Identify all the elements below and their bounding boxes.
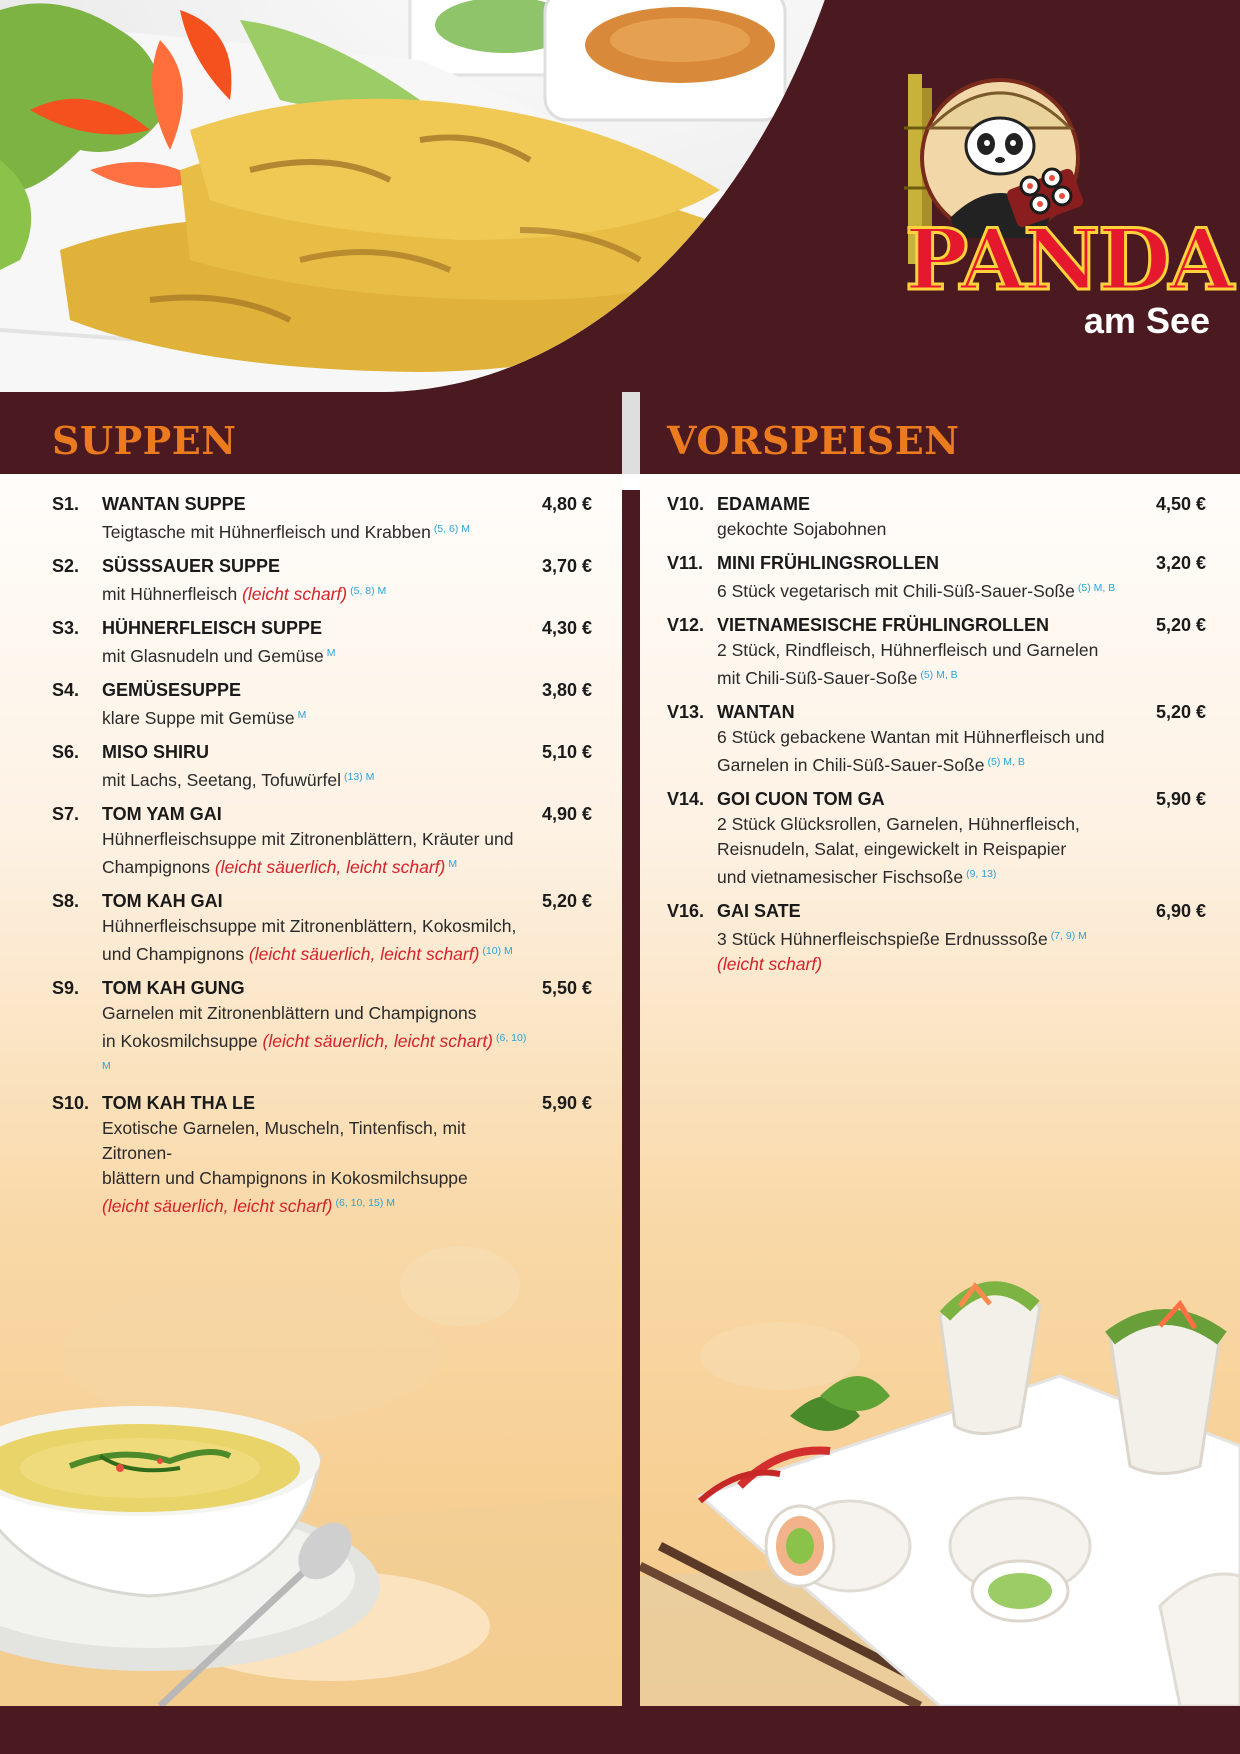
item-description (717, 517, 1142, 542)
item-price: 5,90 € (541, 1093, 592, 1113)
item-name: GEMÜSESUPPE (102, 680, 242, 700)
description-text: Hühnerfleischsuppe mit Zitronenblättern, Kokosmilch, (102, 916, 517, 936)
item-price: 6,90 € (1155, 901, 1206, 921)
item-details (717, 492, 1206, 542)
item-code: V12. (667, 615, 705, 635)
item-price: 3,80 € (541, 680, 592, 700)
item-name: EDAMAME (717, 494, 810, 514)
menu-item (52, 554, 592, 607)
item-description (717, 750, 1142, 778)
item-code: S10. (52, 1093, 90, 1113)
allergen-codes: (7, 9) M (1050, 930, 1087, 942)
item-name: TOM KAH THA LE (102, 1093, 255, 1113)
brand-name: PANDA (905, 210, 1233, 309)
menu-item (52, 492, 592, 545)
menu-item (667, 700, 1206, 778)
menu-item (52, 889, 592, 967)
item-details (102, 1091, 592, 1219)
item-description (102, 852, 528, 880)
spicy-note: (leicht scharf) (717, 954, 823, 974)
menu-item (52, 1091, 592, 1219)
spicy-note: (leicht säuerlich, leicht scharf) (214, 857, 446, 877)
item-price: 5,20 € (541, 891, 592, 911)
description-text: klare Suppe mit Gemüse (102, 708, 295, 728)
item-details (717, 551, 1206, 604)
description-text: Hühnerfleischsuppe mit Zitronenblättern, Kräuter und (102, 829, 514, 849)
item-code: S6. (52, 742, 80, 762)
item-details (717, 613, 1206, 691)
item-code: V10. (667, 494, 705, 514)
item-description (102, 914, 528, 939)
item-description (102, 703, 528, 731)
menu-item (52, 802, 592, 880)
item-code: S8. (52, 891, 80, 911)
allergen-codes: (5) M, B (1077, 582, 1116, 594)
item-details (717, 700, 1206, 778)
item-code: S4. (52, 680, 80, 700)
description-text: Champignons (102, 857, 210, 877)
allergen-codes: (6, 10) M (102, 1032, 527, 1072)
item-details (102, 976, 592, 1082)
menu-header (0, 0, 1240, 392)
menu-item (667, 899, 1206, 977)
allergen-codes: (10) M (482, 945, 513, 957)
spicy-note: (leicht säuerlich, leicht schart) (262, 1031, 494, 1051)
description-text: Garnelen mit Zitronenblättern und Champignons (102, 1003, 477, 1023)
brand-subtitle: am See (1083, 300, 1210, 341)
section-header (0, 392, 622, 474)
item-description (717, 812, 1142, 837)
item-description (717, 924, 1142, 952)
allergen-codes: (5, 6) M (433, 523, 470, 535)
menu-item (667, 613, 1206, 691)
item-code: V16. (667, 901, 705, 921)
item-name: TOM KAH GUNG (102, 978, 245, 998)
description-text: und Champignons (102, 944, 245, 964)
item-details (102, 616, 592, 669)
menu-list-vorspeisen (640, 492, 1240, 986)
allergen-codes: M (448, 858, 458, 870)
item-details (102, 492, 592, 545)
item-price: 5,20 € (1155, 615, 1206, 635)
item-description (102, 517, 528, 545)
item-description (717, 638, 1142, 663)
description-text: mit Glasnudeln und Gemüse (102, 646, 324, 666)
allergen-codes: (13) M (343, 771, 375, 783)
spicy-note: (leicht scharf) (242, 584, 348, 604)
item-name: WANTAN (717, 702, 795, 722)
section-header (640, 392, 1240, 474)
item-name: TOM KAH GAI (102, 891, 223, 911)
section-vorspeisen (640, 392, 1240, 1706)
section-body (640, 474, 1240, 1706)
item-description (102, 1166, 528, 1191)
item-description (102, 1191, 528, 1219)
allergen-codes: (5, 8) M (350, 585, 387, 597)
soup-bowl-photo (0, 1206, 622, 1706)
spicy-note: (leicht säuerlich, leicht scharf) (248, 944, 480, 964)
item-price: 5,50 € (541, 978, 592, 998)
menu-item (52, 976, 592, 1082)
item-description (717, 952, 1142, 977)
item-name: HÜHNERFLEISCH SUPPE (102, 618, 323, 638)
description-text: 6 Stück gebackene Wantan mit Hühnerfleisch und (717, 727, 1105, 747)
item-price: 4,50 € (1155, 494, 1206, 514)
menu-list-suppen (0, 492, 622, 1228)
menu-item (667, 492, 1206, 542)
item-name: MINI FRÜHLINGSROLLEN (717, 553, 939, 573)
item-details (102, 889, 592, 967)
item-price: 5,20 € (1155, 702, 1206, 722)
menu-item (667, 787, 1206, 890)
item-code: S1. (52, 494, 80, 514)
item-name: GAI SATE (717, 901, 801, 921)
item-name: WANTAN SUPPE (102, 494, 246, 514)
item-description (717, 837, 1142, 862)
item-description (717, 725, 1142, 750)
item-price: 3,70 € (541, 556, 592, 576)
description-text: 3 Stück Hühnerfleischspieße Erdnusssoße (717, 929, 1048, 949)
menu-item (667, 551, 1206, 604)
item-name: SÜSSSAUER SUPPE (102, 556, 281, 576)
item-price: 4,30 € (541, 618, 592, 638)
item-price: 4,80 € (541, 494, 592, 514)
description-text: gekochte Sojabohnen (717, 519, 887, 539)
allergen-codes: (5) M, B (987, 756, 1025, 768)
item-description (102, 641, 528, 669)
spicy-note: (leicht säuerlich, leicht scharf) (102, 1196, 333, 1216)
item-description (102, 827, 528, 852)
item-name: GOI CUON TOM GA (717, 789, 885, 809)
description-text: in Kokosmilchsuppe (102, 1031, 258, 1051)
item-details (102, 678, 592, 731)
section-title-vorspeisen: VORSPEISEN (667, 418, 960, 463)
description-text: Garnelen in Chili-Süß-Sauer-Soße (717, 755, 985, 775)
menu-item (52, 616, 592, 669)
item-code: V11. (667, 553, 704, 573)
menu-item (52, 678, 592, 731)
item-name: TOM YAM GAI (102, 804, 222, 824)
allergen-codes: (6, 10, 15) M (335, 1197, 396, 1209)
description-text: Reisnudeln, Salat, eingewickelt in Reispapier (717, 839, 1067, 859)
item-name: VIETNAMESISCHE FRÜHLINGROLLEN (717, 615, 1050, 635)
item-details (102, 554, 592, 607)
section-suppen (0, 392, 622, 1706)
item-description (717, 576, 1142, 604)
item-price: 4,90 € (541, 804, 592, 824)
allergen-codes: M (326, 647, 336, 659)
description-text: Exotische Garnelen, Muscheln, Tintenfisch, mit Zitronen- (102, 1118, 466, 1163)
item-details (717, 899, 1206, 977)
allergen-codes: (9, 13) (966, 868, 997, 880)
item-description (102, 1116, 528, 1166)
section-body (0, 474, 622, 1706)
item-details (102, 802, 592, 880)
description-text: mit Chili-Süß-Sauer-Soße (717, 668, 918, 688)
menu-item (52, 740, 592, 793)
description-text: mit Lachs, Seetang, Tofuwürfel (102, 770, 341, 790)
item-description (102, 765, 528, 793)
column-divider (622, 392, 640, 1706)
allergen-codes: (5) M, B (920, 669, 958, 681)
description-text: 2 Stück Glücksrollen, Garnelen, Hühnerfleisch, (717, 814, 1080, 834)
item-details (102, 740, 592, 793)
item-description (102, 579, 528, 607)
description-text: blättern und Champignons in Kokosmilchsuppe (102, 1168, 468, 1188)
description-text: Teigtasche mit Hühnerfleisch und Krabben (102, 522, 431, 542)
item-description (102, 1026, 528, 1082)
item-description (102, 939, 528, 967)
item-name: MISO SHIRU (102, 742, 210, 762)
item-code: S9. (52, 978, 80, 998)
item-price: 5,10 € (541, 742, 592, 762)
bottom-bar (0, 1706, 1240, 1754)
section-title-suppen: SUPPEN (52, 418, 237, 463)
item-details (717, 787, 1206, 890)
description-text: mit Hühnerfleisch (102, 584, 238, 604)
item-code: S7. (52, 804, 80, 824)
item-price: 3,20 € (1155, 553, 1206, 573)
description-text: 6 Stück vegetarisch mit Chili-Süß-Sauer-Soße (717, 581, 1075, 601)
item-description (102, 1001, 528, 1026)
satay-skewers-photo (0, 0, 880, 392)
item-price: 5,90 € (1155, 789, 1206, 809)
item-code: S3. (52, 618, 80, 638)
allergen-codes: M (297, 709, 307, 721)
item-code: V13. (667, 702, 705, 722)
item-description (717, 862, 1142, 890)
item-description (717, 663, 1142, 691)
item-code: S2. (52, 556, 80, 576)
description-text: 2 Stück, Rindfleisch, Hühnerfleisch und Garnelen (717, 640, 1099, 660)
description-text: und vietnamesischer Fischsoße (717, 867, 964, 887)
item-code: V14. (667, 789, 705, 809)
spring-rolls-photo (640, 1246, 1240, 1706)
